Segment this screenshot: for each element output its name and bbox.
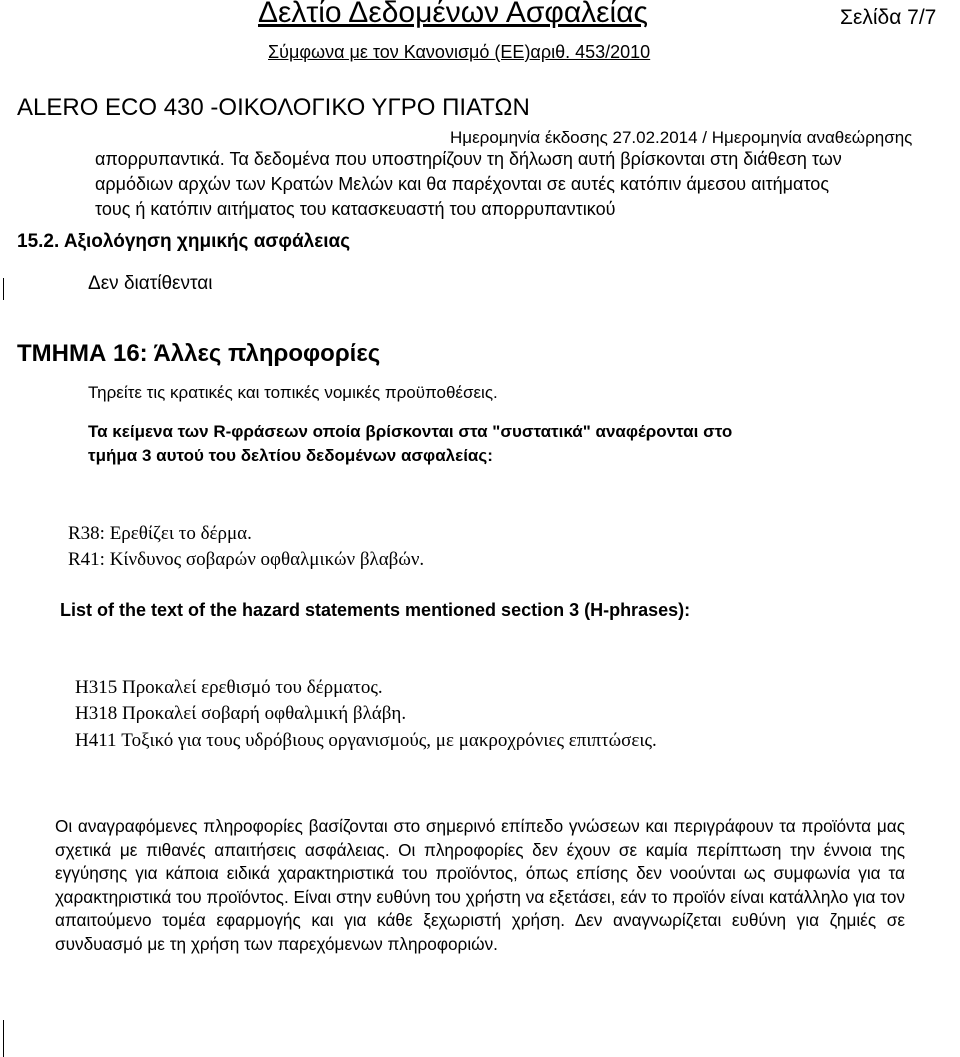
section-16-heading: ΤΜΗΜΑ 16: Άλλες πληροφορίες [17, 340, 381, 367]
h-phrase-item: H318 Προκαλεί σοβαρή οφθαλμική βλάβη. [75, 703, 407, 724]
revision-bar [3, 1020, 4, 1057]
revision-bar [3, 278, 4, 300]
continuation-line: αρμόδιων αρχών των Κρατών Μελών και θα παρέχονται σε αυτές κατόπιν άμεσου αιτήματος [95, 174, 829, 194]
h-phrase-item: H315 Προκαλεί ερεθισμό του δέρματος. [75, 677, 383, 698]
r-phrase-item: R41: Κίνδυνος σοβαρών οφθαλμικών βλαβών. [68, 549, 425, 570]
issue-revision-dates: Ημερομηνία έκδοσης 27.02.2014 / Ημερομηνία αναθεώρησης [450, 128, 913, 147]
r-phrases-intro: τμήμα 3 αυτού του δελτίου δεδομένων ασφαλείας: [88, 446, 493, 465]
product-name: ALERO ECO 430 -ΟΙΚΟΛΟΓΙΚΟ ΥΓΡΟ ΠΙΑΤΩΝ [17, 94, 530, 121]
h-phrase-item: H411 Τοξικό για τους υδρόβιους οργανισμούς, με μακροχρόνιες επιπτώσεις. [75, 730, 657, 751]
disclaimer-paragraph: Οι αναγραφόμενες πληροφορίες βασίζονται στο σημερινό επίπεδο γνώσεων και περιγράφουν τα προϊόντα μας σχετικά με πιθανές απαιτήσεις ασφάλειας. Οι πληροφορίες δεν έχουν σε καμία περίπτωση την έννοια της εγγύησης για κάποια ειδικά χαρακτηριστικά του προϊόντος, όπως επίσης δεν νοούνται ως συμφωνία για τα χαρακτηριστικά του προϊόντος. Είναι στην ευθύνη του χρήστη να εξετάσει, εάν το προϊόν είναι κατάλληλο για τον απαιτούμενο τομέα εφαρμογής και για κάθε ξεχωριστή χρήση. Δεν αναγνωρίζεται ευθύνη για ζημιές σε συνδυασμό με τη χρήση των παρεχόμενων πληροφοριών. [55, 816, 905, 954]
section-15-2-text: Δεν διατίθενται [88, 273, 213, 294]
legal-requirements-note: Τηρείτε τις κρατικές και τοπικές νομικές προϋποθέσεις. [88, 383, 498, 402]
h-phrases-intro: List of the text of the hazard statements mentioned section 3 (H-phrases): [60, 600, 691, 620]
document-title: Δελτίο Δεδομένων Ασφαλείας [258, 0, 649, 29]
page-number: Σελίδα 7/7 [840, 6, 937, 29]
r-phrases-intro: Τα κείμενα των R-φράσεων οποία βρίσκονται στα "συστατικά" αναφέρονται στο [88, 422, 733, 441]
section-15-2-heading: 15.2. Αξιολόγηση χημικής ασφάλειας [17, 231, 351, 252]
continuation-line: απορρυπαντικά. Τα δεδομένα που υποστηρίζουν τη δήλωση αυτή βρίσκονται στη διάθεση των [95, 149, 842, 169]
continuation-line: τους ή κατόπιν αιτήματος του κατασκευαστή του απορρυπαντικού [95, 199, 616, 219]
regulation-reference: Σύμφωνα με τον Κανονισμό (ΕΕ)αριθ. 453/2010 [268, 42, 651, 62]
r-phrase-item: R38: Ερεθίζει το δέρμα. [68, 523, 252, 544]
